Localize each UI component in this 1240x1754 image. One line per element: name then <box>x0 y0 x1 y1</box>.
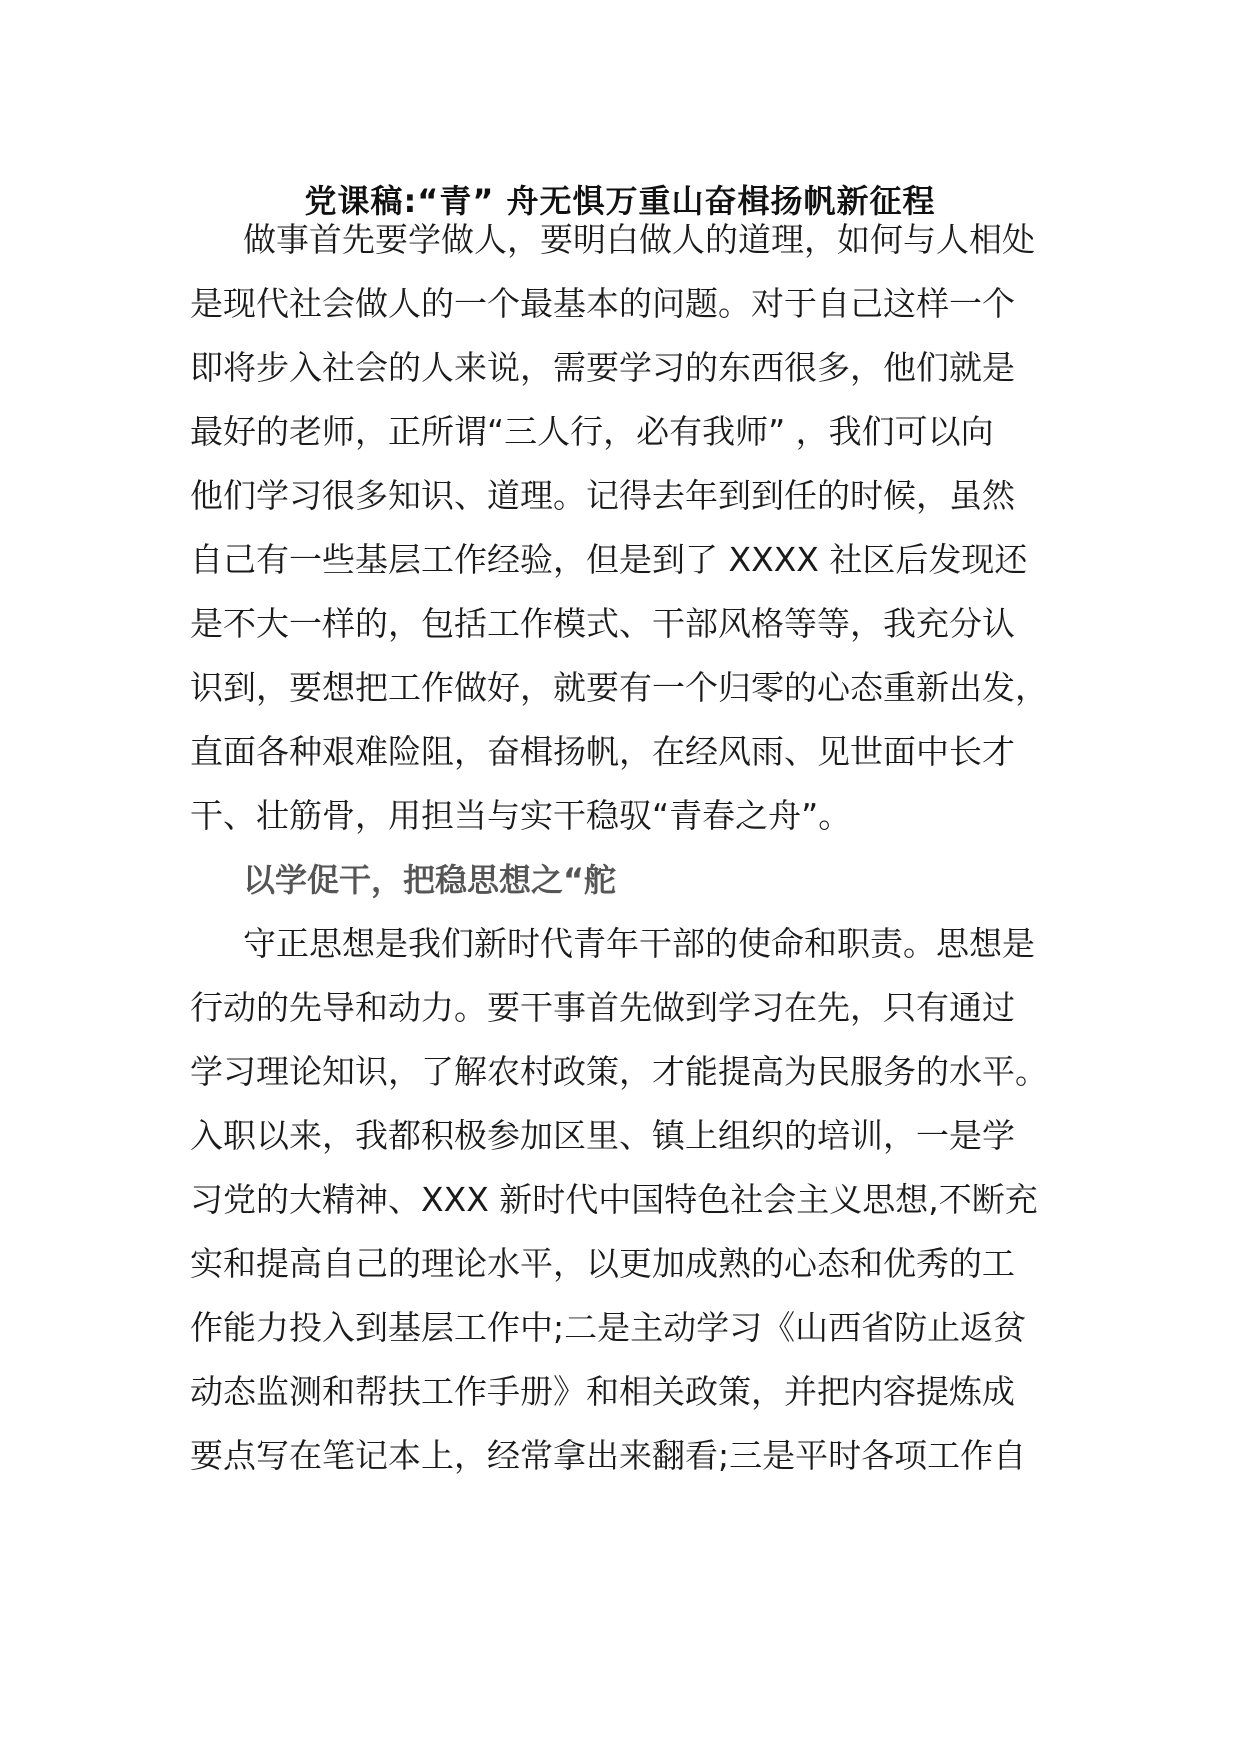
paragraph-1-line-3: 即将步入社会的人来说，需要学习的东西很多，他们就是 <box>190 348 1015 387</box>
paragraph-2-line-6: 实和提高自己的理论水平，以更加成熟的心态和优秀的工 <box>190 1244 1015 1283</box>
paragraph-1-line-2: 是现代社会做人的一个最基本的问题。对于自己这样一个 <box>190 284 1015 323</box>
section-heading: 以学促干，把稳思想之“舵 <box>243 861 617 899</box>
paragraph-2-line-1: 守正思想是我们新时代青年干部的使命和职责。思想是 <box>243 924 1035 963</box>
paragraph-1-line-1: 做事首先要学做人，要明白做人的道理，如何与人相处 <box>243 220 1035 259</box>
paragraph-2-line-7: 作能力投入到基层工作中;二是主动学习《山西省防止返贫 <box>190 1308 1027 1347</box>
paragraph-1-line-7: 是不大一样的，包括工作模式、干部风格等等，我充分认 <box>190 604 1015 643</box>
paragraph-2-line-5: 习党的大精神、XXX 新时代中国特色社会主义思想,不断充 <box>190 1180 1038 1219</box>
paragraph-1-line-5: 他们学习很多知识、道理。记得去年到到任的时候，虽然 <box>190 476 1015 515</box>
paragraph-1-line-9: 直面各种艰难险阻，奋楫扬帆，在经风雨、见世面中长才 <box>190 732 1015 771</box>
document-title: 党课稿:“青” 舟无惧万重山奋楫扬帆新征程 <box>304 182 936 220</box>
paragraph-2-line-9: 要点写在笔记本上，经常拿出来翻看;三是平时各项工作自 <box>190 1436 1027 1475</box>
paragraph-1-line-8: 识到，要想把工作做好，就要有一个归零的心态重新出发， <box>190 668 1048 707</box>
paragraph-1-line-6: 自己有一些基层工作经验，但是到了 XXXX 社区后发现还 <box>190 540 1028 579</box>
paragraph-1-line-4: 最好的老师，正所谓“三人行，必有我师” ，我们可以向 <box>190 412 994 451</box>
paragraph-2-line-4: 入职以来，我都积极参加区里、镇上组织的培训，一是学 <box>190 1116 1015 1155</box>
paragraph-2-line-2: 行动的先导和动力。要干事首先做到学习在先，只有通过 <box>190 988 1015 1027</box>
paragraph-2-line-8: 动态监测和帮扶工作手册》和相关政策，并把内容提炼成 <box>190 1372 1015 1411</box>
paragraph-1-line-10: 干、壮筋骨，用担当与实干稳驭“青春之舟”。 <box>190 796 852 835</box>
paragraph-2-line-3: 学习理论知识，了解农村政策，才能提高为民服务的水平。 <box>190 1052 1048 1091</box>
